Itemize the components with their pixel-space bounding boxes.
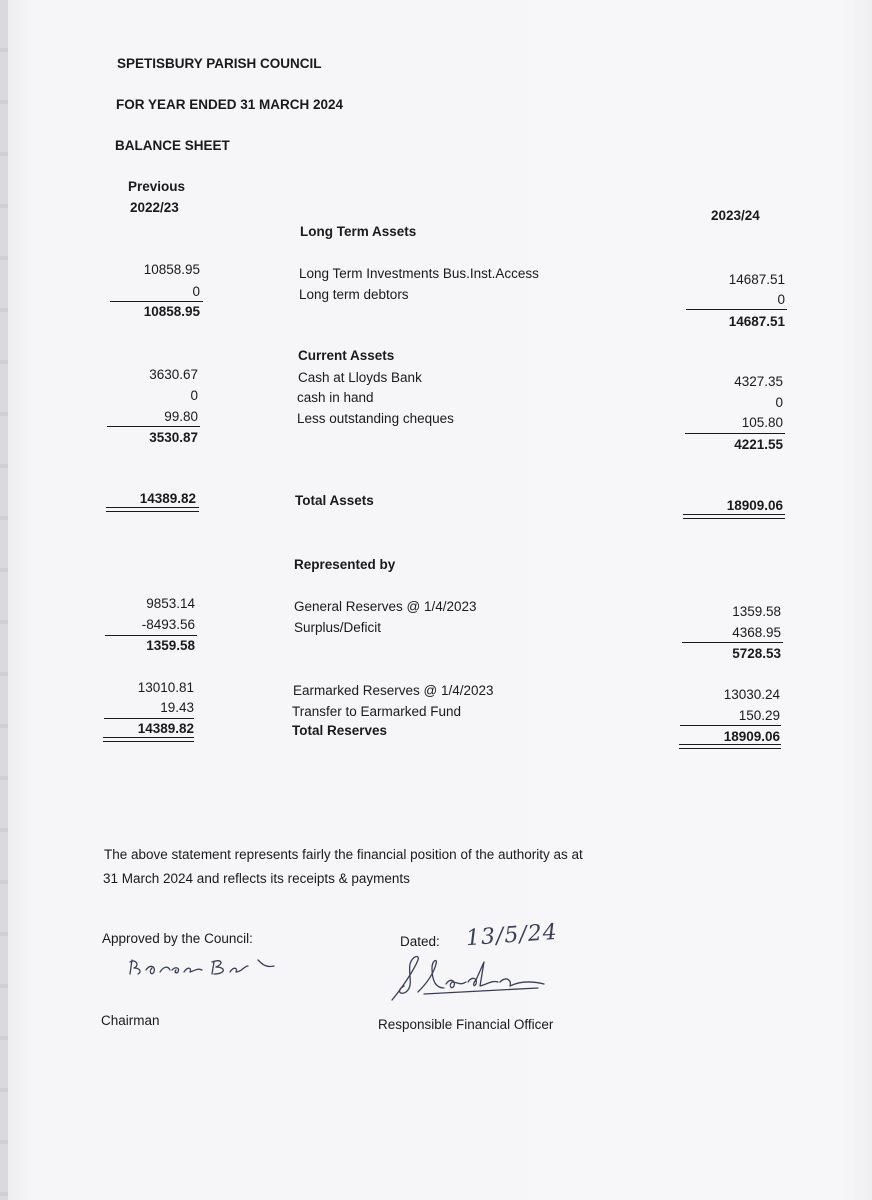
transfer-earmarked-label: Transfer to Earmarked Fund bbox=[292, 704, 462, 719]
general-reserves-curr: 1359.58 bbox=[732, 604, 781, 619]
earmarked-reserves-label: Earmarked Reserves @ 1/4/2023 bbox=[293, 683, 494, 698]
chairman-signature bbox=[126, 950, 286, 982]
surplus-deficit-label: Surplus/Deficit bbox=[294, 620, 382, 635]
reserves-curr-rule bbox=[682, 642, 783, 643]
ca-total-curr: 4221.55 bbox=[734, 437, 783, 452]
general-reserves-label: General Reserves @ 1/4/2023 bbox=[294, 599, 477, 614]
previous-column-label: Previous bbox=[128, 179, 186, 194]
lt-total-curr: 14687.51 bbox=[728, 314, 785, 329]
surplus-deficit-curr: 4368.95 bbox=[732, 625, 781, 640]
surplus-deficit-prev: -8493.56 bbox=[141, 617, 195, 632]
ca-curr-rule bbox=[685, 433, 785, 434]
ca-prev-rule bbox=[107, 426, 200, 427]
total-reserves-curr-double-rule bbox=[679, 744, 781, 749]
total-reserves-prev: 14389.82 bbox=[137, 721, 194, 736]
chairman-label: Chairman bbox=[101, 1013, 160, 1028]
reserves-subtotal-prev: 1359.58 bbox=[146, 638, 195, 653]
council-name: SPETISBURY PARISH COUNCIL bbox=[117, 56, 322, 71]
ca-cash-bank-label: Cash at Lloyds Bank bbox=[298, 370, 422, 385]
period-title: FOR YEAR ENDED 31 MARCH 2024 bbox=[116, 97, 344, 112]
ca-cash-hand-prev: 0 bbox=[190, 388, 198, 403]
earmarked-reserves-prev: 13010.81 bbox=[137, 680, 194, 695]
lt-investments-curr: 14687.51 bbox=[728, 272, 785, 287]
lt-debtors-prev: 0 bbox=[192, 284, 200, 299]
earmarked-curr-rule bbox=[680, 725, 781, 726]
previous-column-year: 2022/23 bbox=[130, 200, 179, 215]
earmarked-reserves-curr: 13030.24 bbox=[723, 687, 780, 702]
document-title: BALANCE SHEET bbox=[115, 138, 230, 153]
lt-debtors-curr: 0 bbox=[777, 292, 785, 307]
total-reserves-label: Total Reserves bbox=[292, 723, 388, 738]
total-reserves-prev-double-rule bbox=[103, 737, 194, 742]
earmarked-prev-rule bbox=[104, 718, 194, 719]
current-column-year: 2023/24 bbox=[711, 208, 760, 223]
general-reserves-prev: 9853.14 bbox=[146, 596, 195, 611]
ca-cash-bank-prev: 3630.67 bbox=[149, 367, 198, 382]
transfer-earmarked-prev: 19.43 bbox=[160, 700, 194, 715]
represented-heading: Represented by bbox=[294, 557, 396, 572]
reserves-prev-rule bbox=[105, 635, 197, 636]
dated-label: Dated: bbox=[400, 934, 440, 949]
lt-investments-prev: 10858.95 bbox=[143, 262, 200, 277]
ca-cash-hand-curr: 0 bbox=[775, 395, 783, 410]
current-assets-heading: Current Assets bbox=[298, 348, 395, 363]
reserves-subtotal-curr: 5728.53 bbox=[732, 646, 781, 661]
transfer-earmarked-curr: 150.29 bbox=[738, 708, 780, 723]
ca-cash-bank-curr: 4327.35 bbox=[734, 374, 783, 389]
ca-cheques-prev: 99.80 bbox=[164, 409, 198, 424]
total-assets-curr: 18909.06 bbox=[726, 498, 783, 513]
lt-debtors-label: Long term debtors bbox=[299, 287, 409, 302]
total-assets-curr-double-rule bbox=[683, 514, 785, 519]
lt-curr-rule bbox=[686, 309, 787, 310]
total-assets-prev: 14389.82 bbox=[139, 491, 196, 506]
lt-prev-rule bbox=[110, 301, 203, 302]
ca-cheques-label: Less outstanding cheques bbox=[297, 411, 454, 426]
lt-investments-label: Long Term Investments Bus.Inst.Access bbox=[299, 266, 539, 281]
rfo-signature bbox=[388, 952, 558, 1004]
ca-total-prev: 3530.87 bbox=[149, 430, 198, 445]
total-assets-label: Total Assets bbox=[295, 493, 374, 508]
total-reserves-curr: 18909.06 bbox=[723, 729, 780, 744]
total-assets-prev-double-rule bbox=[106, 507, 199, 512]
approved-label: Approved by the Council: bbox=[102, 931, 253, 946]
handwritten-date: 13/5/24 bbox=[465, 919, 559, 952]
lt-total-prev: 10858.95 bbox=[143, 304, 200, 319]
ca-cheques-curr: 105.80 bbox=[741, 415, 783, 430]
scan-edge bbox=[0, 0, 8, 1200]
ca-cash-hand-label: cash in hand bbox=[297, 390, 374, 405]
long-term-heading: Long Term Assets bbox=[300, 224, 417, 239]
rfo-label: Responsible Financial Officer bbox=[378, 1017, 554, 1032]
statement-line-1: The above statement represents fairly the financial position of the authority as at bbox=[104, 847, 583, 862]
statement-line-2: 31 March 2024 and reflects its receipts & payments bbox=[103, 871, 410, 886]
